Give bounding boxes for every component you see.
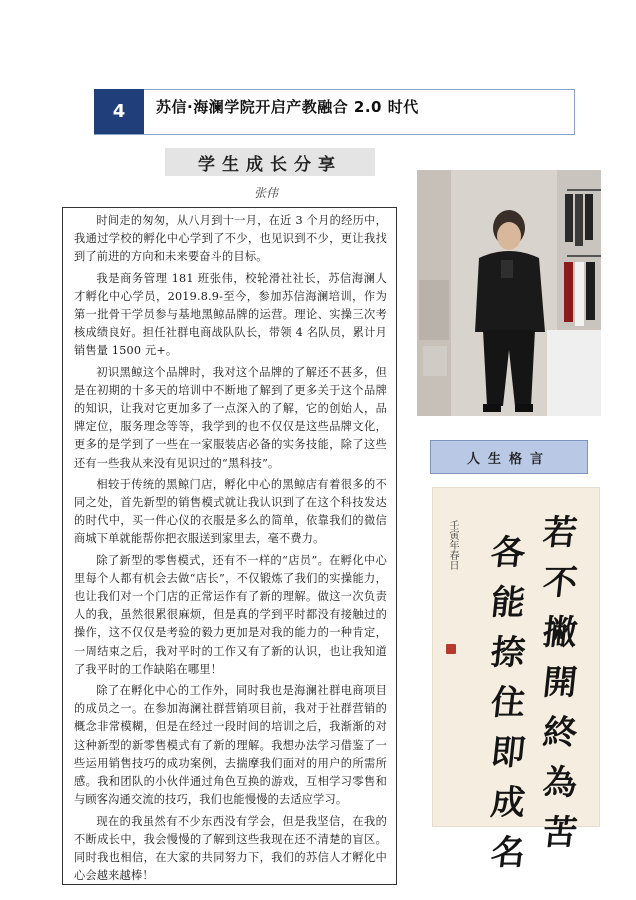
student-photo — [417, 170, 601, 416]
article-paragraph: 我是商务管理 181 班张伟，校轮滑社社长，苏信海澜人才孵化中心学员，2019.8.9-至今，参加苏信海澜培训，作为第一批骨干学员参与基地黑鲸品牌的运营。理论、实操三次考核成绩良好。担任社群电商战队队长，带领 4 名队员，累计月销售量 1500 元+。 — [74, 271, 387, 358]
calligraphy-char: 名 — [488, 833, 528, 873]
article-body — [62, 207, 397, 885]
article-paragraph: 除了新型的零售模式，还有不一样的“店员”。在孵化中心里每个人都有机会去做“店长”，不仅锻炼了我们的实操能力，也让我们对一个门店的正常运作有了新的理解。做这一次负责人的我，虽然很累很麻烦，但是真的学到平时都没有接触过的操作，这不仅仅是考验的毅力更加是对我的能力的一种肯定，一周结束之后，我对平时的工作又有了新的认识，也让我知道了我平时的工作缺陷在哪里！ — [74, 553, 387, 676]
article-paragraph: 初识黑鲸这个品牌时，我对这个品牌的了解还不甚多，但是在初期的十多天的培训中不断地了解到了更多关于这个品牌的知识，让我对它更加多了一点深入的了解，它的创始人，品牌定位，服务理念等等，我学到的也不仅仅是这些品牌文化，更多的是学到了一些在一家服装店必备的实务技能，除了这些还有一些我从来没有见识过的“黑科技”。 — [74, 365, 387, 470]
calligraphy-char: 各 — [488, 533, 528, 573]
calligraphy-char: 捺 — [488, 633, 528, 673]
calligraphy-char: 苦 — [540, 813, 580, 853]
article-paragraph: 时间走的匆匆，从八月到十一月，在近 3 个月的经历中，我通过学校的孵化中心学到了不少，也见识到不少，更让我找到了前进的方向和未来要奋斗的目标。 — [74, 214, 387, 264]
calligraphy-char: 為 — [540, 763, 580, 803]
student-photo-illustration — [417, 170, 601, 416]
red-seal-icon — [446, 644, 456, 654]
calligraphy-column-left — [488, 528, 528, 878]
section-title: 苏信·海澜学院开启产教融合 2.0 时代 — [156, 98, 419, 116]
article-author: 张伟 — [254, 186, 279, 200]
section-number-badge: 4 — [94, 89, 144, 134]
calligraphy-signature: 壬寅年春日 — [447, 520, 458, 570]
article-title: 学生成长分享 — [165, 148, 375, 176]
calligraphy-char: 開 — [540, 663, 580, 703]
calligraphy-char: 住 — [488, 683, 528, 723]
calligraphy-char: 終 — [540, 713, 580, 753]
calligraphy-column-right — [540, 508, 580, 858]
calligraphy-char: 成 — [488, 783, 528, 823]
calligraphy-char: 不 — [540, 563, 580, 603]
calligraphy-char: 即 — [488, 733, 528, 773]
calligraphy-char: 若 — [540, 513, 580, 553]
calligraphy-scroll — [432, 487, 600, 873]
article-paragraph: 相较于传统的黑鲸门店，孵化中心的黑鲸店有着很多的不同之处，首先新型的销售模式就让我认识到了在这个科技发达的时代中，买一件心仪的衣服是多么的简单，依靠我们的微信商城下单就能帮你把衣服送到家里去，毫不费力。 — [74, 477, 387, 546]
calligraphy-char: 能 — [488, 583, 528, 623]
calligraphy-char: 撇 — [540, 613, 580, 653]
motto-label: 人生格言 — [430, 440, 588, 474]
article-paragraph: 除了在孵化中心的工作外，同时我也是海澜社群电商项目的成员之一。在参加海澜社群营销项目前，我对于社群营销的概念非常模糊，但是在经过一段时间的培训之后，我渐渐的对这种新型的新零售模式有了新的理解。我想办法学习借鉴了一些运用销售技巧的成功案例，去揣摩我们面对的用户的所需所感。我和团队的小伙伴通过角色互换的游戏，互相学习零售和与顾客沟通交流的技巧，我们也能慢慢的去适应学习。 — [74, 684, 387, 807]
article-paragraph: 现在的我虽然有不少东西没有学会，但是我坚信，在我的不断成长中，我会慢慢的了解到这些我现在还不清楚的盲区。同时我也相信，在大家的共同努力下，我们的苏信人才孵化中心会越来越棒！ — [74, 814, 387, 883]
